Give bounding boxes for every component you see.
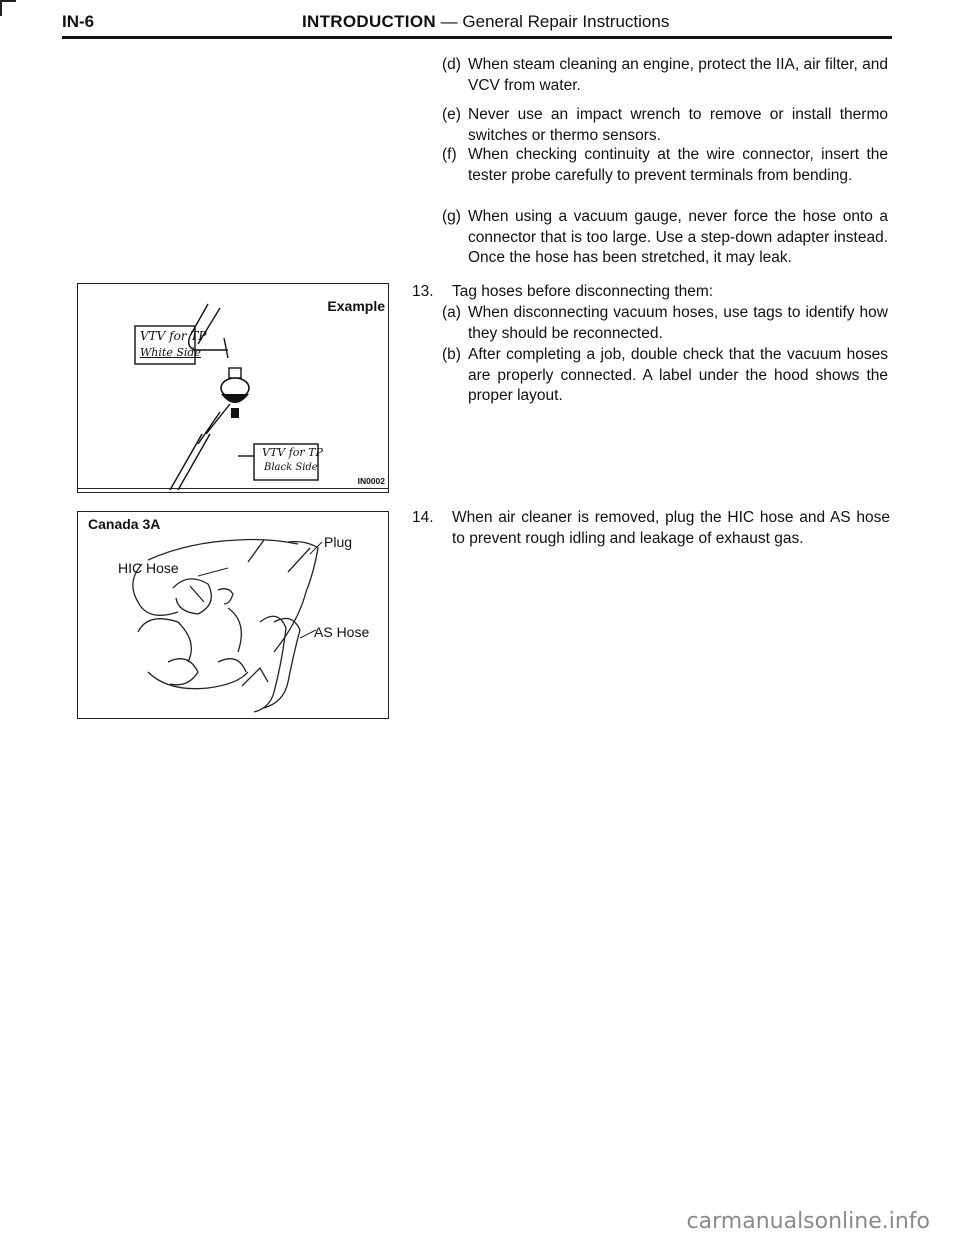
section-name: INTRODUCTION (302, 12, 436, 31)
as-hose-label: AS Hose (314, 624, 370, 640)
example-title: Example (327, 298, 385, 314)
item-text: When checking continuity at the wire connector, insert the tester probe carefully to prevent terminals from bending. (468, 146, 888, 184)
instruction-item-14 (412, 508, 890, 549)
item-text: Never use an impact wrench to remove or install thermo switches or thermo sensors. (468, 106, 888, 144)
watermark: carmanualsonline.info (686, 1209, 930, 1234)
page-number: IN-6 (62, 12, 95, 31)
item-text: Tag hoses before disconnecting them: (452, 283, 714, 300)
header-rule (62, 36, 892, 39)
subsection-name: General Repair Instructions (462, 12, 670, 31)
canada-3a-figure (77, 511, 389, 719)
item-text: When air cleaner is removed, plug the HIC hose and AS hose to prevent rough idling and leakage of exhaust gas. (452, 509, 890, 547)
vtv-illustration (78, 284, 388, 492)
instruction-item-13a (412, 303, 888, 344)
figure-code: IN0002 (357, 476, 385, 486)
instruction-item-d (412, 55, 888, 96)
item-label: 14. (412, 509, 434, 526)
corner-crop-mark (0, 0, 16, 16)
example-figure (77, 283, 389, 493)
item-text: When using a vacuum gauge, never force the hose onto a connector that is too large. Use a step-down adapter instead. Once the hose has been stretched, it may leak. (468, 208, 888, 266)
instruction-item-e (412, 105, 888, 146)
instruction-item-g (412, 207, 888, 269)
item-label: (g) (442, 208, 461, 225)
tag-top-line2: White Side (140, 346, 201, 359)
plug-label: Plug (324, 534, 353, 550)
instruction-item-13b (412, 345, 888, 407)
tag-bottom-line2: Black Side (264, 462, 318, 473)
item-label: (e) (442, 106, 461, 123)
item-label: (a) (442, 304, 461, 321)
item-label: (d) (442, 56, 461, 73)
item-text: After completing a job, double check that the vacuum hoses are properly connected. A label under the hood shows the proper layout. (468, 346, 888, 404)
canada-title: Canada 3A (88, 516, 161, 532)
figure-rule (78, 488, 388, 489)
section-title (302, 12, 669, 32)
instruction-item-13 (412, 282, 890, 303)
hic-hose-label: HIC Hose (118, 560, 179, 576)
item-label: 13. (412, 283, 434, 300)
page-header (62, 12, 892, 38)
instruction-item-f (412, 145, 888, 186)
item-label: (f) (442, 146, 457, 163)
item-text: When disconnecting vacuum hoses, use tags to identify how they should be reconnected. (468, 304, 888, 342)
item-text: When steam cleaning an engine, protect the IIA, air filter, and VCV from water. (468, 56, 888, 94)
item-label: (b) (442, 346, 461, 363)
tag-top-line1: VTV for TP (140, 329, 207, 343)
tag-bottom-line1: VTV for TP (262, 446, 323, 459)
title-separator: — (440, 12, 458, 31)
